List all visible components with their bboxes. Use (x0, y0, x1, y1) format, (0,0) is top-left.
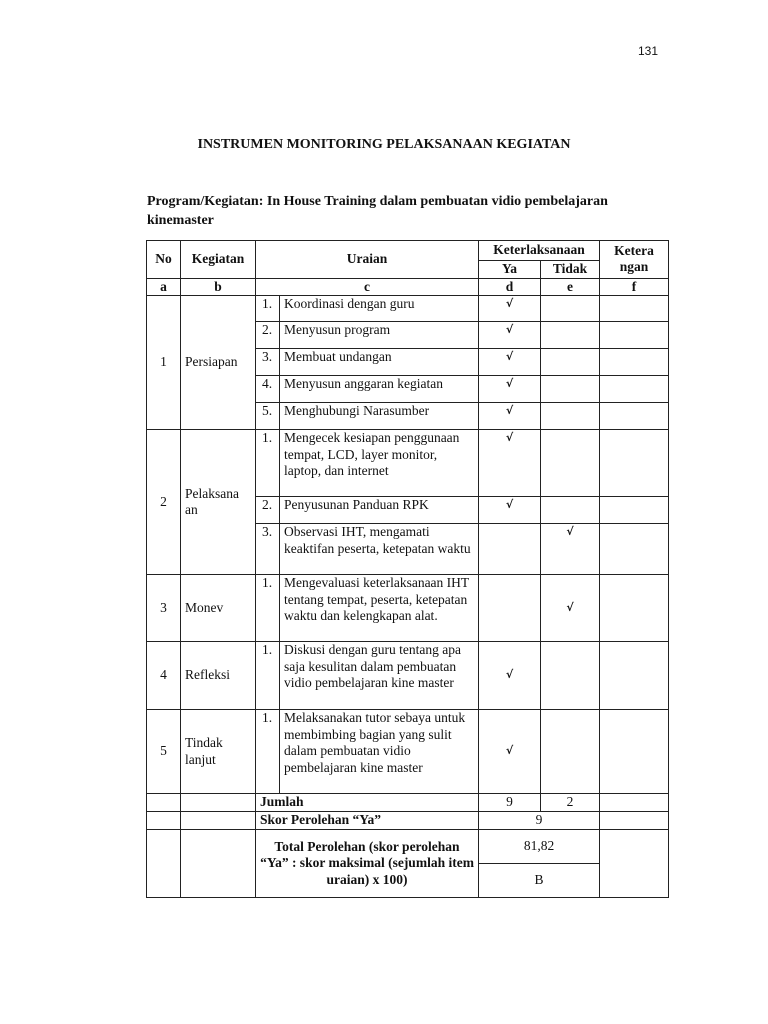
check-tidak (541, 296, 600, 322)
program-description: Program/Kegiatan: In House Training dalam pembuatan vidio pembelajaran kinemaster (147, 194, 608, 228)
table-row (147, 710, 669, 794)
item-text: Melaksanakan tutor sebaya untuk membimbing bagian yang sulit dalam pembuatan vidio pembelajaran kine master (280, 710, 479, 794)
item-number: 1. (256, 642, 280, 710)
item-text: Menyusun program (280, 322, 479, 349)
check-ya (479, 524, 541, 575)
keterangan-cell (600, 403, 669, 430)
item-number: 3. (256, 349, 280, 376)
group-no: 2 (147, 430, 181, 575)
header-kegiatan: Kegiatan (181, 241, 256, 279)
item-text: Mengevaluasi keterlaksanaan IHT tentang tempat, peserta, ketepatan waktu dan kelengkapan alat. (280, 575, 479, 642)
group-kegiatan: Persiapan (181, 296, 256, 430)
group-no: 3 (147, 575, 181, 642)
header-no: No (147, 241, 181, 279)
check-tidak: √ (541, 575, 600, 642)
check-tidak: √ (541, 524, 600, 575)
group-kegiatan: Monev (181, 575, 256, 642)
item-text: Diskusi dengan guru tentang apa saja kesulitan dalam pembuatan vidio pembelajaran kine master (280, 642, 479, 710)
monitoring-table (146, 240, 669, 898)
document-title: INSTRUMEN MONITORING PELAKSANAAN KEGIATAN (197, 137, 571, 152)
keterangan-cell (600, 296, 669, 322)
table-row (147, 575, 669, 642)
check-ya: √ (479, 710, 541, 794)
jumlah-tidak: 2 (541, 794, 600, 812)
keterangan-cell (600, 642, 669, 710)
check-ya: √ (479, 296, 541, 322)
check-tidak (541, 430, 600, 497)
keterangan-cell (600, 524, 669, 575)
check-tidak (541, 322, 600, 349)
letter-b: b (181, 278, 256, 296)
check-ya: √ (479, 376, 541, 403)
item-number: 2. (256, 497, 280, 524)
item-number: 1. (256, 710, 280, 794)
keterangan-cell (600, 497, 669, 524)
item-text: Observasi IHT, mengamati keaktifan peserta, ketepatan waktu (280, 524, 479, 575)
keterangan-cell (600, 349, 669, 376)
item-text: Menghubungi Narasumber (280, 403, 479, 430)
item-text: Menyusun anggaran kegiatan (280, 376, 479, 403)
header-uraian: Uraian (256, 241, 479, 279)
item-number: 1. (256, 296, 280, 322)
check-tidak (541, 642, 600, 710)
header-tidak: Tidak (541, 261, 600, 279)
letter-e: e (541, 278, 600, 296)
check-ya: √ (479, 349, 541, 376)
group-no: 1 (147, 296, 181, 430)
letter-a: a (147, 278, 181, 296)
letter-f: f (600, 278, 669, 296)
item-number: 1. (256, 430, 280, 497)
letter-d: d (479, 278, 541, 296)
total-label: Total Perolehan (skor perolehan “Ya” : skor maksimal (sejumlah item uraian) x 100) (256, 830, 479, 898)
skor-value: 9 (479, 812, 600, 830)
item-text: Membuat undangan (280, 349, 479, 376)
group-kegiatan: Pelaksana an (181, 430, 256, 575)
keterangan-cell (600, 376, 669, 403)
group-no: 5 (147, 710, 181, 794)
table-row (147, 430, 669, 497)
item-text: Koordinasi dengan guru (280, 296, 479, 322)
check-tidak (541, 376, 600, 403)
page-number: 131 (637, 44, 658, 58)
letter-row (147, 278, 669, 296)
table-row (147, 296, 669, 322)
check-ya: √ (479, 497, 541, 524)
keterangan-cell (600, 430, 669, 497)
keterangan-cell (600, 575, 669, 642)
check-tidak (541, 710, 600, 794)
group-kegiatan: Refleksi (181, 642, 256, 710)
group-kegiatan: Tindak lanjut (181, 710, 256, 794)
grade-value: B (479, 864, 600, 898)
check-ya: √ (479, 322, 541, 349)
total-row (147, 830, 669, 864)
item-number: 5. (256, 403, 280, 430)
check-ya: √ (479, 430, 541, 497)
check-ya: √ (479, 403, 541, 430)
total-value: 81,82 (479, 830, 600, 864)
header-ya: Ya (479, 261, 541, 279)
skor-row (147, 812, 669, 830)
item-text: Penyusunan Panduan RPK (280, 497, 479, 524)
check-ya (479, 575, 541, 642)
item-number: 2. (256, 322, 280, 349)
skor-label: Skor Perolehan “Ya” (256, 812, 479, 830)
header-keterangan: Ketera ngan (600, 241, 669, 279)
item-number: 1. (256, 575, 280, 642)
jumlah-ya: 9 (479, 794, 541, 812)
check-tidak (541, 403, 600, 430)
group-no: 4 (147, 642, 181, 710)
item-number: 3. (256, 524, 280, 575)
table-row (147, 642, 669, 710)
check-tidak (541, 497, 600, 524)
header-keterlaksanaan: Keterlaksanaan (479, 241, 600, 261)
jumlah-label: Jumlah (256, 794, 479, 812)
check-tidak (541, 349, 600, 376)
item-number: 4. (256, 376, 280, 403)
letter-c: c (256, 278, 479, 296)
check-ya: √ (479, 642, 541, 710)
jumlah-row (147, 794, 669, 812)
item-text: Mengecek kesiapan penggunaan tempat, LCD, layer monitor, laptop, dan internet (280, 430, 479, 497)
keterangan-cell (600, 710, 669, 794)
keterangan-cell (600, 322, 669, 349)
